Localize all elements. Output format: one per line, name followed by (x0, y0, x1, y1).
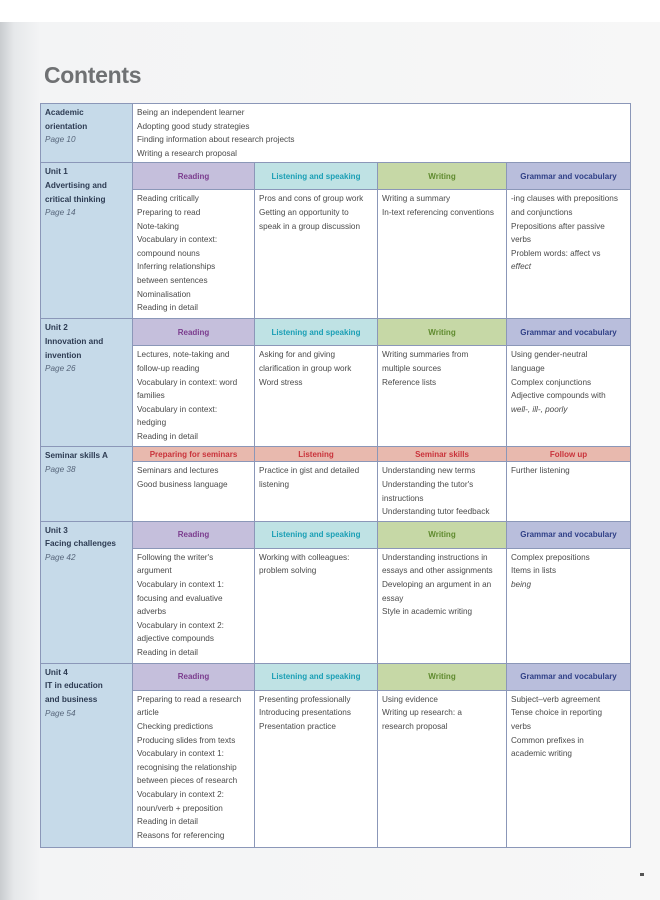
writing-header: Writing (378, 319, 507, 346)
topic-line: noun/verb + preposition (137, 803, 223, 813)
topic-line: verbs (511, 721, 532, 731)
topic-line: Advertising and (45, 180, 107, 190)
unit2-grammar (507, 346, 631, 447)
page-number: Page 10 (45, 135, 76, 145)
topic-line: Inferring relationships (137, 262, 216, 272)
topic-line: Style in academic writing (382, 607, 473, 617)
unit4-reading (133, 690, 255, 847)
topic-line: -ing clauses with prepositions (511, 194, 618, 204)
topic-line: Producing slides from texts (137, 735, 236, 745)
topic-line: compound nouns (137, 248, 200, 258)
topic-line: Being an independent learner (137, 108, 245, 117)
topic-line: Practice in gist and detailed (259, 466, 360, 476)
unit2-cell[interactable] (41, 319, 133, 447)
topic-line: Common prefixes in (511, 735, 584, 745)
topic-line: Reading in detail (137, 303, 198, 313)
seminar-a-follow-up (507, 462, 631, 521)
grammar-header: Grammar and vocabulary (507, 319, 631, 346)
topic-line: focusing and evaluative (137, 593, 223, 603)
topic-line: invention (45, 350, 82, 360)
topic-line: Items in lists (511, 566, 557, 576)
topic-line: effect (511, 262, 532, 272)
topic-line: Adjective compounds with (511, 391, 606, 401)
reading-header: Reading (133, 521, 255, 548)
reading-header: Reading (133, 163, 255, 190)
topic-line: Pros and cons of group work (259, 194, 364, 204)
topic-line: Unit 2 (45, 323, 68, 333)
seminar-skills-header: Seminar skills (378, 447, 507, 462)
unit3-listening (255, 548, 378, 663)
topic-line: Developing an argument in an (382, 579, 492, 589)
listening-header: Listening (255, 447, 378, 462)
topic-line: Academic (45, 108, 84, 117)
topic-line: Facing challenges (45, 539, 116, 549)
listening-header: Listening and speaking (255, 521, 378, 548)
topic-line: recognising the relationship (137, 762, 237, 772)
topic-line: academic writing (511, 749, 572, 759)
unit2-header-row (41, 319, 631, 346)
academic-orientation-topics (133, 104, 631, 163)
page-number: Page 26 (45, 364, 76, 374)
page-number: Page 14 (45, 208, 76, 218)
topic-line: Problem words: affect vs (511, 248, 601, 258)
grammar-header: Grammar and vocabulary (507, 163, 631, 190)
topic-line: listening (259, 479, 290, 489)
topic-line: Vocabulary in context: word (137, 377, 238, 387)
page-number: Page 38 (45, 464, 76, 474)
listening-header: Listening and speaking (255, 319, 378, 346)
unit2-writing (378, 346, 507, 447)
listening-header: Listening and speaking (255, 163, 378, 190)
topic-line: critical thinking (45, 194, 106, 204)
unit3-writing (378, 548, 507, 663)
topic-line: Vocabulary in context 1: (137, 579, 224, 589)
topic-line: Presentation practice (259, 721, 336, 731)
writing-header: Writing (378, 521, 507, 548)
unit3-cell[interactable] (41, 521, 133, 663)
topic-line: adjective compounds (137, 634, 214, 644)
topic-line: Writing up research: a (382, 708, 462, 718)
preparing-header: Preparing for seminars (133, 447, 255, 462)
seminar-a-skills (378, 462, 507, 521)
topic-line: argument (137, 566, 172, 576)
topic-line: well-, ill-, poorly (511, 404, 568, 414)
topic-line: research proposal (382, 721, 448, 731)
reading-header: Reading (133, 663, 255, 690)
seminar-a-preparing (133, 462, 255, 521)
topic-line: Using gender-neutral (511, 350, 588, 360)
topic-line: clarification in group work (259, 363, 352, 373)
topic-line: follow-up reading (137, 363, 200, 373)
topic-line: Seminars and lectures (137, 466, 219, 476)
page-title: Contents (44, 62, 142, 88)
topic-line: Unit 4 (45, 667, 68, 677)
topic-line: Writing a research proposal (137, 148, 237, 158)
topic-line: Innovation and (45, 336, 104, 346)
topic-line: Reading critically (137, 194, 199, 204)
topic-line: Vocabulary in context: (137, 404, 218, 414)
page-number: Page 42 (45, 552, 76, 562)
topic-line: essays and other assignments (382, 566, 493, 576)
topic-line: Finding information about research projects (137, 135, 295, 145)
topic-line: Complex prepositions (511, 552, 590, 562)
topic-line: Writing summaries from (382, 350, 469, 360)
topic-line: Presenting professionally (259, 694, 351, 704)
topic-line: Preparing to read (137, 207, 201, 217)
topic-line: IT in education (45, 681, 103, 691)
unit2-reading (133, 346, 255, 447)
listening-header: Listening and speaking (255, 663, 378, 690)
topic-line: hedging (137, 418, 167, 428)
unit4-cell[interactable] (41, 663, 133, 847)
topic-line: instructions (382, 493, 424, 503)
unit4-grammar (507, 690, 631, 847)
topic-line: Nominalisation (137, 289, 191, 299)
topic-line: essay (382, 593, 404, 603)
unit4-header-row (41, 663, 631, 690)
unit1-header-row (41, 163, 631, 190)
unit3-grammar (507, 548, 631, 663)
unit3-reading (133, 548, 255, 663)
seminar-a-header-row (41, 447, 631, 462)
topic-line: verbs (511, 235, 532, 245)
topic-line: Reference lists (382, 377, 437, 387)
topic-line: Understanding new terms (382, 466, 476, 476)
topic-line: Vocabulary in context 2: (137, 620, 224, 630)
topic-line: between sentences (137, 275, 208, 285)
grammar-header: Grammar and vocabulary (507, 521, 631, 548)
topic-line: In-text referencing conventions (382, 207, 494, 217)
topic-line: Understanding tutor feedback (382, 507, 490, 517)
topic-line: speak in a group discussion (259, 221, 361, 231)
unit1-cell[interactable] (41, 163, 133, 319)
topic-line: Adopting good study strategies (137, 121, 250, 131)
topic-line: Seminar skills A (45, 451, 108, 461)
topic-line: Vocabulary in context: (137, 235, 218, 245)
topic-line: Using evidence (382, 694, 438, 704)
topic-line: Getting an opportunity to (259, 207, 349, 217)
topic-line: Word stress (259, 377, 303, 387)
topic-line: Note-taking (137, 221, 179, 231)
topic-line: Vocabulary in context 2: (137, 789, 224, 799)
topic-line: Complex conjunctions (511, 377, 592, 387)
topic-line: and business (45, 694, 98, 704)
topic-line: Further listening (511, 466, 570, 476)
follow-up-header: Follow up (507, 447, 631, 462)
contents-table (40, 103, 631, 848)
topic-line: Lectures, note-taking and (137, 350, 230, 360)
topic-line: Introducing presentations (259, 708, 351, 718)
topic-line: orientation (45, 121, 88, 131)
academic-orientation-row (41, 104, 631, 163)
topic-line: Prepositions after passive (511, 221, 605, 231)
reading-header: Reading (133, 319, 255, 346)
grammar-header: Grammar and vocabulary (507, 663, 631, 690)
topic-line: being (511, 579, 532, 589)
topic-line: Reasons for referencing (137, 830, 225, 840)
writing-header: Writing (378, 663, 507, 690)
topic-line: Unit 3 (45, 525, 68, 535)
topic-line: problem solving (259, 566, 317, 576)
topic-line: Following the writer's (137, 552, 214, 562)
topic-line: Understanding the tutor's (382, 479, 474, 489)
topic-line: and conjunctions (511, 207, 573, 217)
topic-line: multiple sources (382, 363, 442, 373)
unit1-listening (255, 190, 378, 319)
topic-line: Understanding instructions in (382, 552, 488, 562)
topic-line: Checking predictions (137, 721, 214, 731)
topic-line: article (137, 708, 159, 718)
topic-line: Preparing to read a research (137, 694, 242, 704)
topic-line: between pieces of research (137, 776, 238, 786)
seminar-a-cell[interactable] (41, 447, 133, 521)
topic-line: language (511, 363, 545, 373)
page-mark (640, 873, 644, 876)
writing-header: Writing (378, 163, 507, 190)
unit2-listening (255, 346, 378, 447)
topic-line: Asking for and giving (259, 350, 336, 360)
topic-line: Reading in detail (137, 817, 198, 827)
topic-line: Good business language (137, 479, 228, 489)
page-number: Page 54 (45, 708, 76, 718)
topic-line: adverbs (137, 607, 167, 617)
topic-line: Subject–verb agreement (511, 694, 601, 704)
topic-line: families (137, 391, 165, 401)
unit1-writing (378, 190, 507, 319)
academic-orientation-cell[interactable] (41, 104, 133, 163)
topic-line: Reading in detail (137, 431, 198, 441)
topic-line: Unit 1 (45, 167, 68, 177)
topic-line: Vocabulary in context 1: (137, 749, 224, 759)
topic-line: Writing a summary (382, 194, 451, 204)
unit4-writing (378, 690, 507, 847)
topic-line: Tense choice in reporting (511, 708, 603, 718)
topic-line: Reading in detail (137, 647, 198, 657)
unit3-header-row (41, 521, 631, 548)
unit1-grammar (507, 190, 631, 319)
topic-line: Working with colleagues: (259, 552, 350, 562)
seminar-a-listening (255, 462, 378, 521)
unit4-listening (255, 690, 378, 847)
unit1-reading (133, 190, 255, 319)
